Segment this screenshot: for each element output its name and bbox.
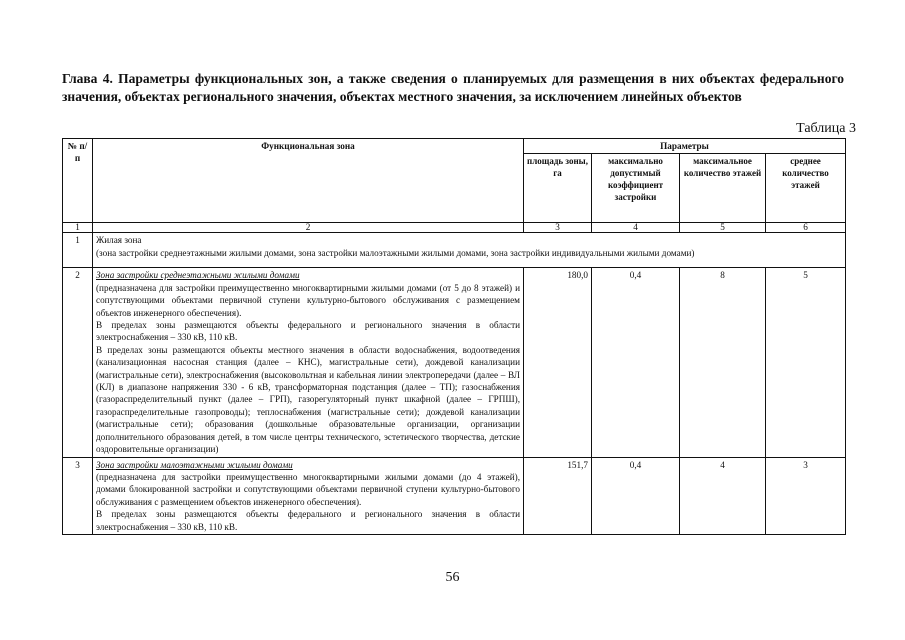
zone-cell bbox=[93, 268, 524, 457]
column-number: 6 bbox=[766, 223, 846, 233]
zone-cell bbox=[93, 457, 524, 534]
zone-cell bbox=[93, 233, 846, 268]
zone-description: (предназначена для застройки преимущественно многоквартирными жилыми домами (от 5 до 8 этажей) и сопутствующими объектами первичной ступени культурно-бытового обслуживания с размещением объектов инженерного обеспечения). bbox=[96, 282, 520, 318]
header-avg-floors: среднее количество этажей bbox=[766, 154, 846, 223]
header-max-coefficient: максимально допустимый коэффициент застройки bbox=[592, 154, 680, 223]
row-number: 1 bbox=[63, 233, 93, 268]
zone-description: В пределах зоны размещаются объекты федерального и регионального значения в области электроснабжения – 330 кВ, 110 кВ. bbox=[96, 509, 520, 532]
zones-parameters-table bbox=[62, 138, 846, 535]
header-number: № п/п bbox=[63, 139, 93, 223]
zone-title: Жилая зона bbox=[96, 235, 142, 246]
max-floors-value: 8 bbox=[680, 268, 766, 457]
zone-title: Зона застройки среднеэтажными жилыми домами bbox=[96, 270, 300, 281]
zone-description: В пределах зоны размещаются объекты федерального и регионального значения в области электроснабжения – 330 кВ, 110 кВ. bbox=[96, 320, 520, 343]
column-number: 4 bbox=[592, 223, 680, 233]
area-value: 151,7 bbox=[524, 457, 592, 534]
row-number: 3 bbox=[63, 457, 93, 534]
header-zone: Функциональная зона bbox=[93, 139, 524, 223]
column-number: 3 bbox=[524, 223, 592, 233]
header-parameters: Параметры bbox=[524, 139, 846, 154]
table-row bbox=[63, 457, 846, 534]
max-floors-value: 4 bbox=[680, 457, 766, 534]
area-value: 180,0 bbox=[524, 268, 592, 457]
chapter-heading: Глава 4. Параметры функциональных зон, а также сведения о планируемых для размещения в них объектах федерального значения, объектах регионального значения, объектах местного значения, за исключением линейных объектов bbox=[62, 71, 844, 104]
column-number: 1 bbox=[63, 223, 93, 233]
avg-floors-value: 3 bbox=[766, 457, 846, 534]
header-area: площадь зоны, га bbox=[524, 154, 592, 223]
column-number: 2 bbox=[93, 223, 524, 233]
column-numbers-row bbox=[63, 223, 846, 233]
row-number: 2 bbox=[63, 268, 93, 457]
table-row bbox=[63, 233, 846, 268]
header-max-floors: максимальное количество этажей bbox=[680, 154, 766, 223]
zone-title: Зона застройки малоэтажными жилыми домами bbox=[96, 459, 293, 470]
avg-floors-value: 5 bbox=[766, 268, 846, 457]
table-caption: Таблица 3 bbox=[796, 121, 856, 136]
column-number: 5 bbox=[680, 223, 766, 233]
table-row bbox=[63, 268, 846, 457]
coefficient-value: 0,4 bbox=[592, 268, 680, 457]
coefficient-value: 0,4 bbox=[592, 457, 680, 534]
page-number: 56 bbox=[445, 570, 460, 585]
zone-note: (зона застройки среднеэтажными жилыми домами, зона застройки малоэтажными жилыми домами, зона застройки индивидуальными жилыми домами) bbox=[96, 247, 695, 258]
zone-description: В пределах зоны размещаются объекты местного значения в области водоснабжения, водоотведения (канализационная насосная станция (далее – КНС), магистральные сети), дождевой канализации (магистральные сети), электроснабжения (высоковольтная и кабельная линии электропередачи (далее – ВЛ (КЛ) в диапазоне напряжения 330 - 6 кВ, трансформаторная подстанция (далее – ТП); газоснабжения (газораспределительный пункт (далее – ГРП), газорегуляторный пункт шкафной (далее – ГРПШ), газораспределительные газопроводы); теплоснабжения (магистральные сети); дождевой канализации (магистральные сети); образования (дошкольные образовательные организации, организации дополнительного образования детей, в том числе центры технического, эстетического творчества, детские оздоровительные организации) bbox=[96, 344, 520, 455]
zone-description: (предназначена для застройки преимущественно многоквартирными жилыми домами (до 4 этажей), домами блокированной застройки и сопутствующими объектами первичной ступени культурно-бытового обслуживания с размещением объектов инженерного обеспечения). bbox=[96, 471, 520, 507]
